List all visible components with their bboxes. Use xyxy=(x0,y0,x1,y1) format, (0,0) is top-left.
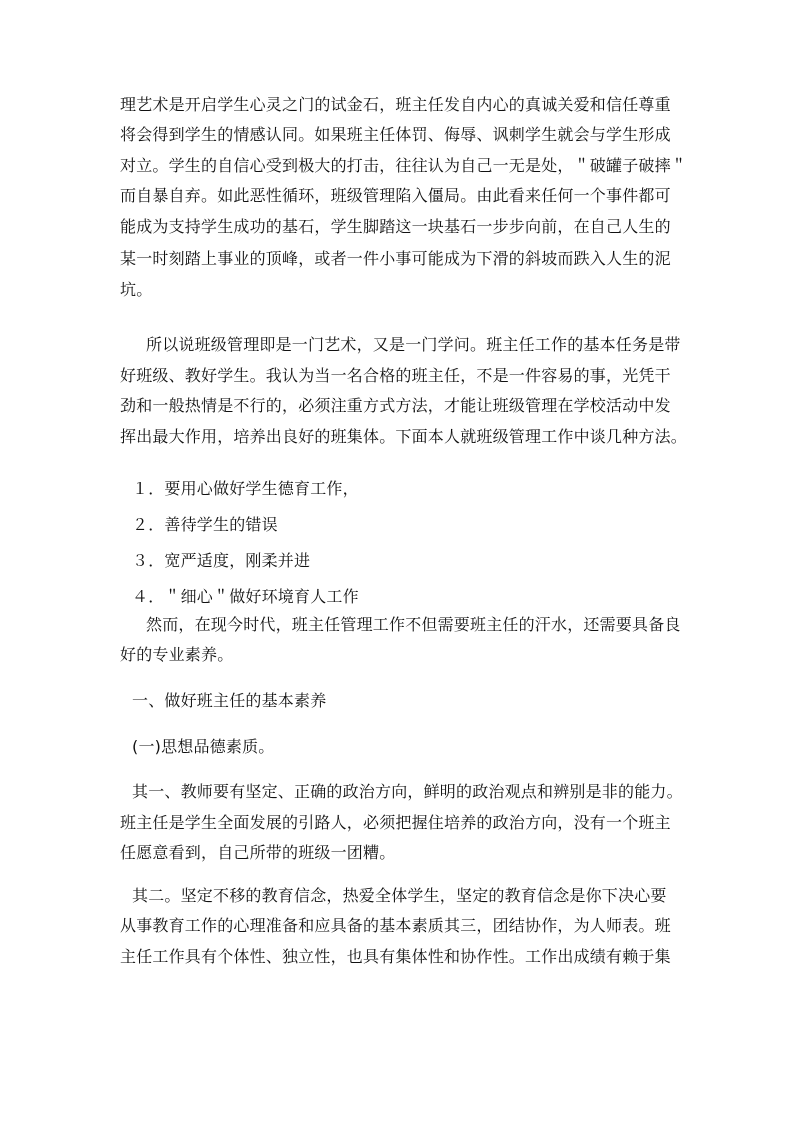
paragraph-2-line-3: 劲和一般热情是不行的，必须注重方式方法，才能让班级管理在学校活动中发 xyxy=(120,396,671,415)
after-list-line-1: 然而，在现今时代，班主任管理工作不但需要班主任的汗水，还需要具备良 xyxy=(146,615,681,634)
paragraph-1-line-6: 某一时刻踏上事业的顶峰，或者一件小事可能成为下滑的斜坡而跌入人生的泥 xyxy=(120,249,671,268)
section-heading: 一、做好班主任的基本素养 xyxy=(132,691,327,710)
paragraph-1-line-1: 理艺术是开启学生心灵之门的试金石，班主任发自内心的真诚关爱和信任尊重 xyxy=(120,95,671,114)
paragraph-1-line-4: 而自暴自弃。如此恶性循环，班级管理陷入僵局。由此看来任何一个事件都可 xyxy=(120,186,671,205)
list-item-3: ３．宽严适度，刚柔并进 xyxy=(132,551,311,570)
paragraph-2-line-4: 挥出最大作用，培养出良好的班集体。下面本人就班级管理工作中谈几种方法。 xyxy=(120,427,688,446)
list-item-1: １．要用心做好学生德育工作， xyxy=(132,479,359,498)
subsection-heading: (一)思想品德素质。 xyxy=(132,737,275,756)
paragraph-2-line-1: 所以说班级管理即是一门艺术，又是一门学问。班主任工作的基本任务是带 xyxy=(146,335,681,354)
point-one-line-3: 任愿意看到，自己所带的班级一团糟。 xyxy=(120,843,396,862)
paragraph-1-line-2: 将会得到学生的情感认同。如果班主任体罚、侮辱、讽刺学生就会与学生形成 xyxy=(120,125,671,144)
paragraph-2-line-2: 好班级、教好学生。我认为当一名合格的班主任，不是一件容易的事，光凭干 xyxy=(120,366,671,385)
point-two-line-1: 其二。坚定不移的教育信念，热爱全体学生，坚定的教育信念是你下决心要 xyxy=(132,886,667,905)
paragraph-1-line-7: 坑。 xyxy=(120,280,153,299)
point-two-line-3: 主任工作具有个体性、独立性，也具有集体性和协作性。工作出成绩有赖于集 xyxy=(120,947,671,966)
list-item-4: ４．＂细心＂做好环境育人工作 xyxy=(132,587,359,606)
point-two-line-2: 从事教育工作的心理准备和应具备的基本素质其三，团结协作，为人师表。班 xyxy=(120,916,671,935)
paragraph-1-line-3: 对立。学生的自信心受到极大的打击，往往认为自己一无是处，＂破罐子破摔＂ xyxy=(120,156,688,175)
list-item-2: ２．善待学生的错误 xyxy=(132,515,278,534)
paragraph-1-line-5: 能成为支持学生成功的基石，学生脚踏这一块基石一步步向前，在自己人生的 xyxy=(120,217,671,236)
after-list-line-2: 好的专业素养。 xyxy=(120,645,234,664)
point-one-line-2: 班主任是学生全面发展的引路人，必须把握住培养的政治方向，没有一个班主 xyxy=(120,813,671,832)
point-one-line-1: 其一、教师要有坚定、正确的政治方向，鲜明的政治观点和辨别是非的能力。 xyxy=(132,782,683,801)
